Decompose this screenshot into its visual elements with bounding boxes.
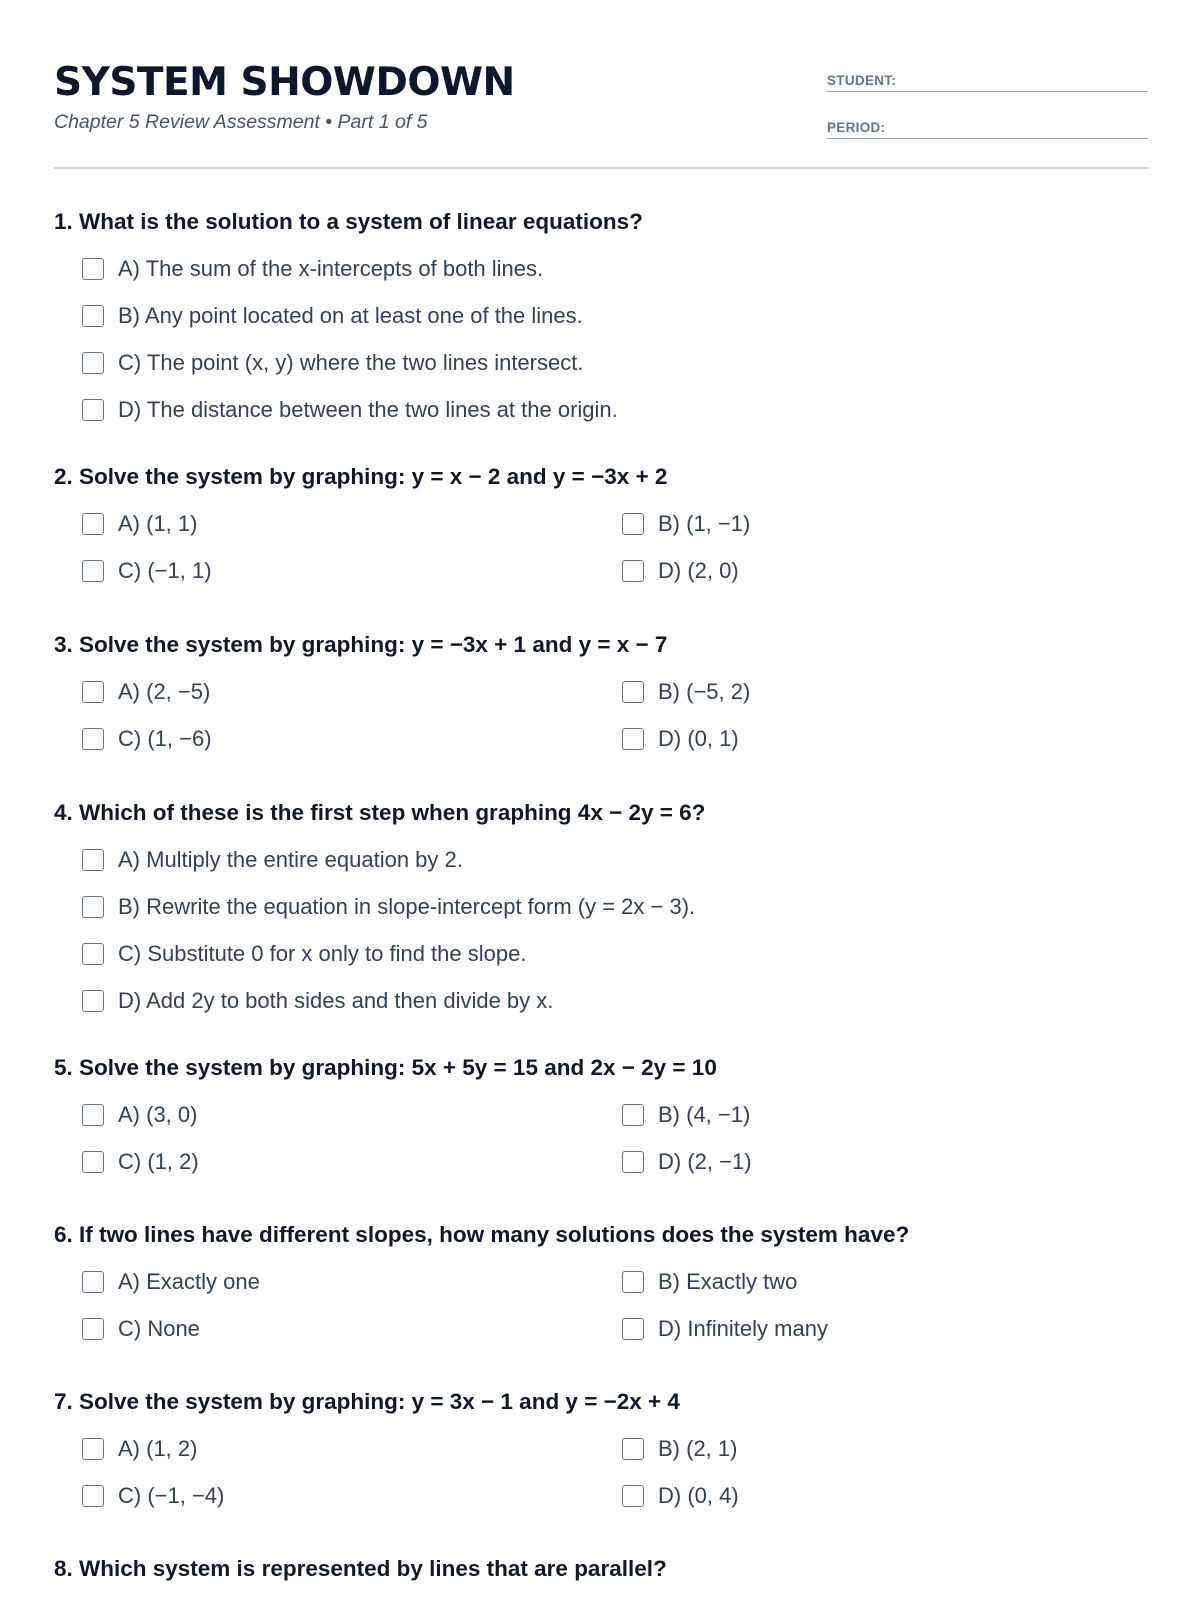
question-text: 5. Solve the system by graphing: 5x + 5y = 15 and 2x − 2y = 10 <box>54 1055 717 1080</box>
option-a[interactable] <box>82 507 594 541</box>
option-label: B) (1, −1) <box>658 511 751 536</box>
period-field[interactable] <box>827 112 1148 139</box>
checkbox[interactable] <box>82 1271 104 1293</box>
option-label: B) (−5, 2) <box>658 679 751 704</box>
option-label: B) Rewrite the equation in slope-intercept form (y = 2x − 3). <box>118 894 696 919</box>
question-5 <box>54 1051 1148 1192</box>
question-text: 2. Solve the system by graphing: y = x − 2 and y = −3x + 2 <box>54 464 668 489</box>
checkbox[interactable] <box>622 513 644 535</box>
option-b[interactable] <box>82 299 1148 333</box>
question-text: 1. What is the solution to a system of linear equations? <box>54 209 643 234</box>
header-divider <box>54 167 1148 169</box>
option-label: A) (1, 1) <box>118 511 198 536</box>
checkbox[interactable] <box>622 1438 644 1460</box>
option-label: D) The distance between the two lines at the origin. <box>118 397 618 422</box>
page-title: SYSTEM SHOWDOWN <box>54 60 515 105</box>
question-7 <box>54 1385 1148 1526</box>
option-label: C) (1, 2) <box>118 1149 199 1174</box>
question-text: 8. Which system is represented by lines that are parallel? <box>54 1556 667 1581</box>
option-b[interactable] <box>622 675 1114 709</box>
checkbox[interactable] <box>82 1318 104 1340</box>
option-label: D) Add 2y to both sides and then divide by x. <box>118 988 554 1013</box>
checkbox[interactable] <box>82 849 104 871</box>
checkbox[interactable] <box>82 305 104 327</box>
checkbox[interactable] <box>82 681 104 703</box>
checkbox[interactable] <box>82 943 104 965</box>
option-c[interactable] <box>82 346 1148 380</box>
option-a[interactable] <box>82 1098 594 1132</box>
checkbox[interactable] <box>82 513 104 535</box>
checkbox[interactable] <box>82 990 104 1012</box>
checkbox[interactable] <box>622 1318 644 1340</box>
option-label: C) None <box>118 1316 200 1341</box>
question-text: 4. Which of these is the first step when graphing 4x − 2y = 6? <box>54 800 706 825</box>
option-label: C) Substitute 0 for x only to find the slope. <box>118 941 527 966</box>
option-label: A) Exactly one <box>118 1269 260 1294</box>
option-c[interactable] <box>82 1145 594 1179</box>
checkbox[interactable] <box>622 681 644 703</box>
option-d[interactable] <box>82 393 1148 427</box>
page-subtitle: Chapter 5 Review Assessment • Part 1 of 5 <box>54 111 428 133</box>
checkbox[interactable] <box>82 258 104 280</box>
option-b[interactable] <box>622 1265 1114 1299</box>
option-label: C) (−1, 1) <box>118 558 212 583</box>
option-label: D) (0, 1) <box>658 726 739 751</box>
checkbox[interactable] <box>82 560 104 582</box>
option-label: B) Exactly two <box>658 1269 798 1294</box>
option-d[interactable] <box>622 1479 1114 1513</box>
period-label: PERIOD: <box>827 120 886 135</box>
option-label: D) (0, 4) <box>658 1483 739 1508</box>
option-c[interactable] <box>82 1312 594 1346</box>
question-4 <box>54 796 1148 1031</box>
option-c[interactable] <box>82 937 1148 971</box>
option-a[interactable] <box>82 1265 594 1299</box>
option-a[interactable] <box>82 252 1148 286</box>
checkbox[interactable] <box>622 728 644 750</box>
option-label: D) (2, 0) <box>658 558 739 583</box>
option-label: A) (3, 0) <box>118 1102 198 1127</box>
option-a[interactable] <box>82 843 1148 877</box>
option-label: C) The point (x, y) where the two lines intersect. <box>118 350 584 375</box>
option-d[interactable] <box>622 554 1114 588</box>
option-label: A) (1, 2) <box>118 1436 198 1461</box>
checkbox[interactable] <box>622 1271 644 1293</box>
option-b[interactable] <box>622 1432 1114 1466</box>
option-label: C) (1, −6) <box>118 726 212 751</box>
student-name-field[interactable] <box>827 65 1148 92</box>
checkbox[interactable] <box>622 1151 644 1173</box>
question-2 <box>54 460 1148 601</box>
checkbox[interactable] <box>82 1485 104 1507</box>
option-c[interactable] <box>82 1479 594 1513</box>
checkbox[interactable] <box>82 352 104 374</box>
option-label: B) (2, 1) <box>658 1436 738 1461</box>
question-text: 6. If two lines have different slopes, how many solutions does the system have? <box>54 1222 910 1247</box>
question-6 <box>54 1218 1148 1359</box>
checkbox[interactable] <box>82 896 104 918</box>
option-c[interactable] <box>82 554 594 588</box>
option-label: B) (4, −1) <box>658 1102 751 1127</box>
checkbox[interactable] <box>82 728 104 750</box>
option-d[interactable] <box>82 984 1148 1018</box>
student-label: STUDENT: <box>827 73 897 88</box>
option-label: D) Infinitely many <box>658 1316 828 1341</box>
option-label: C) (−1, −4) <box>118 1483 225 1508</box>
checkbox[interactable] <box>622 1485 644 1507</box>
option-a[interactable] <box>82 675 594 709</box>
option-b[interactable] <box>622 1098 1114 1132</box>
option-d[interactable] <box>622 1312 1114 1346</box>
option-c[interactable] <box>82 722 594 756</box>
question-text: 7. Solve the system by graphing: y = 3x − 1 and y = −2x + 4 <box>54 1389 680 1414</box>
option-label: A) (2, −5) <box>118 679 211 704</box>
option-label: A) Multiply the entire equation by 2. <box>118 847 463 872</box>
question-8 <box>54 1552 1148 1586</box>
checkbox[interactable] <box>82 1438 104 1460</box>
option-label: A) The sum of the x-intercepts of both lines. <box>118 256 544 281</box>
question-1 <box>54 205 1148 440</box>
checkbox[interactable] <box>622 1104 644 1126</box>
checkbox[interactable] <box>82 399 104 421</box>
option-b[interactable] <box>82 890 1148 924</box>
option-label: B) Any point located on at least one of the lines. <box>118 303 583 328</box>
checkbox[interactable] <box>622 560 644 582</box>
option-a[interactable] <box>82 1432 594 1466</box>
option-label: D) (2, −1) <box>658 1149 752 1174</box>
question-3 <box>54 628 1148 769</box>
option-b[interactable] <box>622 507 1114 541</box>
option-d[interactable] <box>622 722 1114 756</box>
checkbox[interactable] <box>82 1104 104 1126</box>
question-text: 3. Solve the system by graphing: y = −3x + 1 and y = x − 7 <box>54 632 668 657</box>
option-d[interactable] <box>622 1145 1114 1179</box>
checkbox[interactable] <box>82 1151 104 1173</box>
